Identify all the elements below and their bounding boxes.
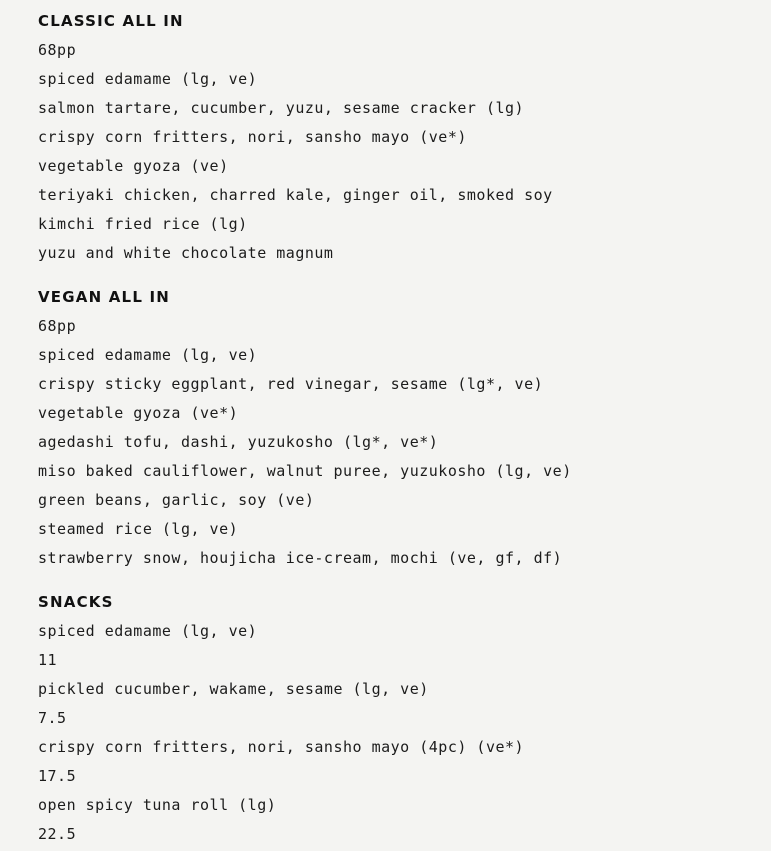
menu-item: steamed rice (lg, ve) <box>38 520 239 538</box>
section-vegan-all-in <box>38 285 758 575</box>
menu-item: crispy corn fritters, nori, sansho mayo (ve*) <box>38 128 467 146</box>
snack-item-price: 11 <box>38 651 58 669</box>
snack-item-name: pickled cucumber, wakame, sesame (lg, ve) <box>38 680 429 698</box>
menu-item: vegetable gyoza (ve*) <box>38 404 239 422</box>
menu-item: teriyaki chicken, charred kale, ginger oil, smoked soy <box>38 186 553 204</box>
menu-item: agedashi tofu, dashi, yuzukosho (lg*, ve*) <box>38 433 439 451</box>
section-heading: SNACKS <box>38 593 114 611</box>
menu-item: yuzu and white chocolate magnum <box>38 244 334 262</box>
menu-item: spiced edamame (lg, ve) <box>38 346 258 364</box>
snack-item-price: 17.5 <box>38 767 77 785</box>
menu-item: kimchi fried rice (lg) <box>38 215 248 233</box>
section-heading: CLASSIC ALL IN <box>38 12 184 30</box>
menu-item: vegetable gyoza (ve) <box>38 157 229 175</box>
snack-item-price: 7.5 <box>38 709 67 727</box>
set-price: 68pp <box>38 317 77 335</box>
section-classic-all-in <box>38 9 758 270</box>
menu-item: green beans, garlic, soy (ve) <box>38 491 315 509</box>
menu-item: spiced edamame (lg, ve) <box>38 70 258 88</box>
menu-item: crispy sticky eggplant, red vinegar, sesame (lg*, ve) <box>38 375 544 393</box>
section-heading: VEGAN ALL IN <box>38 288 171 306</box>
snack-item-name: open spicy tuna roll (lg) <box>38 796 277 814</box>
snack-item-price: 22.5 <box>38 825 77 843</box>
snack-item-name: crispy corn fritters, nori, sansho mayo (4pc) (ve*) <box>38 738 525 756</box>
menu-item: miso baked cauliflower, walnut puree, yuzukosho (lg, ve) <box>38 462 572 480</box>
menu-item: strawberry snow, houjicha ice-cream, mochi (ve, gf, df) <box>38 549 563 567</box>
menu <box>38 9 758 851</box>
menu-item: salmon tartare, cucumber, yuzu, sesame cracker (lg) <box>38 99 525 117</box>
section-snacks <box>38 590 758 851</box>
set-price: 68pp <box>38 41 77 59</box>
snack-item-name: spiced edamame (lg, ve) <box>38 622 258 640</box>
